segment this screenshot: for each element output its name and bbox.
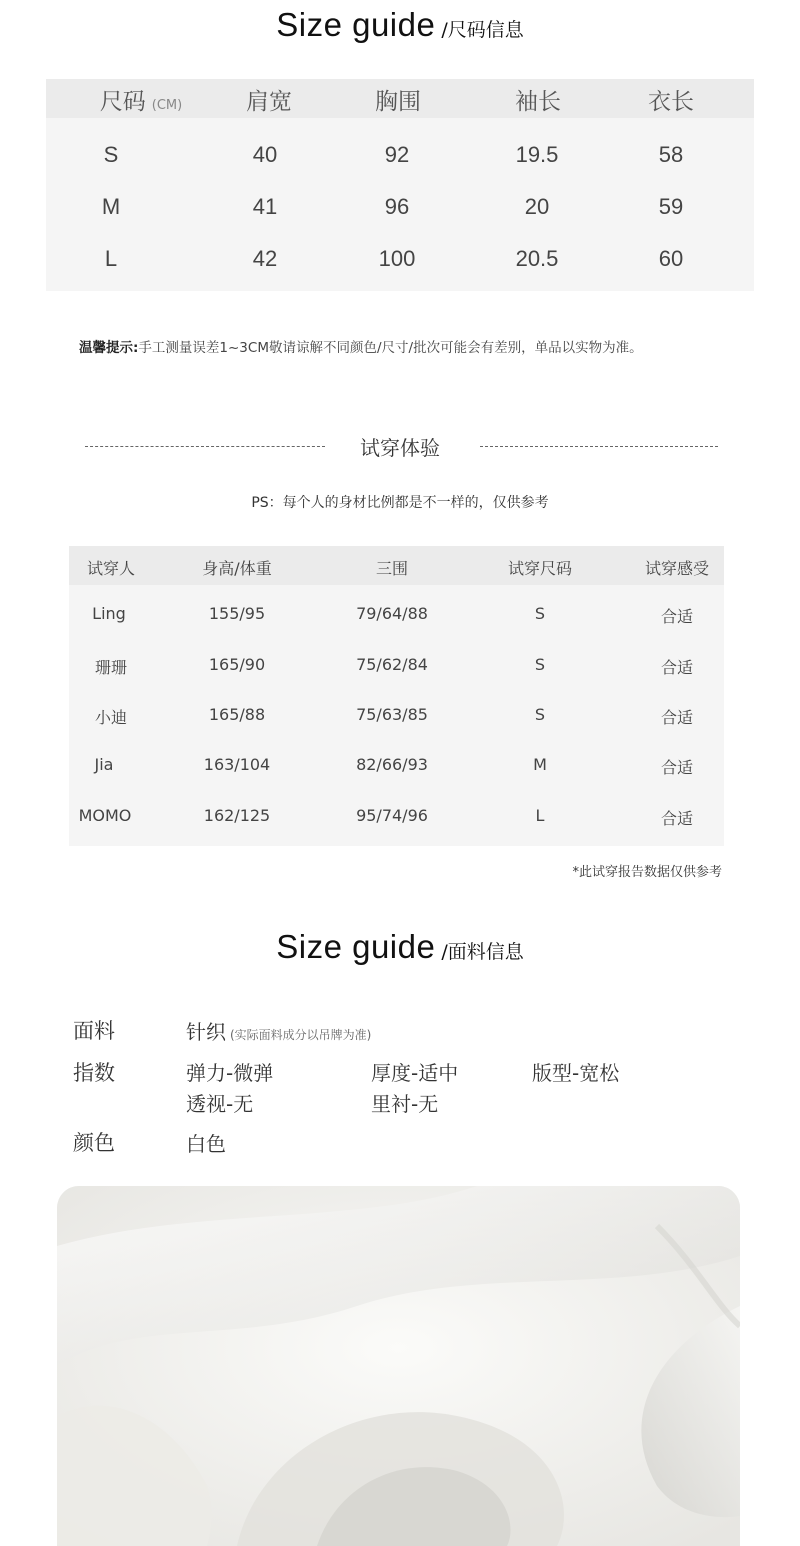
size-cell: S [103, 142, 119, 167]
size-guide-title [0, 6, 800, 44]
tip-text: 手工测量误差1~3CM敬请谅解不同颜色/尺寸/批次可能会有差别，单品以实物为准。 [138, 340, 643, 356]
tryon-cell: 95/74/96 [356, 806, 428, 825]
tryon-cell: Ling [92, 604, 126, 623]
size-cell: 41 [252, 194, 278, 219]
tryon-cell: 合适 [660, 809, 694, 828]
size-cell: M [101, 194, 121, 219]
index-lining: 里衬-无 [371, 1092, 439, 1116]
tryon-cell: MOMO [78, 806, 132, 825]
tryon-cell: 155/95 [208, 604, 266, 623]
color-value: 白色 [186, 1132, 226, 1156]
tryon-row [69, 604, 724, 644]
size-cell: 19.5 [515, 142, 559, 167]
tryon-cell: 75/63/85 [356, 705, 428, 724]
tryon-cell: 163/104 [203, 755, 271, 774]
divider-dash-right [480, 446, 718, 447]
tryon-cell: Jia [94, 755, 114, 774]
index-label: 指数 [73, 1061, 115, 1085]
tryon-cell: M [533, 755, 547, 774]
tryon-header-measurements: 三围 [375, 559, 409, 578]
size-cell: 40 [252, 142, 278, 167]
tryon-cell: L [535, 806, 545, 825]
tryon-cell: 165/88 [208, 705, 266, 724]
size-row [46, 136, 754, 176]
size-header-chest: 胸围 [375, 89, 421, 115]
tryon-cell: 合适 [660, 758, 694, 777]
color-label: 颜色 [73, 1131, 115, 1155]
tryon-cell: 75/62/84 [356, 655, 428, 674]
size-guide-title-en: Size guide [276, 6, 436, 43]
tryon-cell: 合适 [660, 658, 694, 677]
fabric-photo [57, 1186, 740, 1546]
tryon-header-person: 试穿人 [86, 559, 136, 578]
measurement-tip [79, 336, 643, 356]
size-table [46, 79, 754, 291]
tryon-header-feeling: 试穿感受 [644, 559, 710, 578]
index-elasticity: 弹力-微弹 [186, 1061, 274, 1085]
tryon-cell: 82/66/93 [356, 755, 428, 774]
tryon-title: 试穿体验 [360, 436, 440, 460]
fabric-texture-image [57, 1186, 740, 1546]
size-unit: (CM) [151, 98, 183, 113]
tryon-cell: 小迪 [94, 708, 128, 727]
size-cell: 92 [384, 142, 410, 167]
fabric-value: 针织 (实际面料成分以吊牌为准) [186, 1020, 372, 1044]
tryon-row [69, 806, 724, 846]
size-header-size: 尺码 (CM) [99, 89, 183, 115]
tryon-row [69, 705, 724, 745]
tryon-cell: 165/90 [208, 655, 266, 674]
fabric-label: 面料 [73, 1019, 115, 1043]
tryon-note: *此试穿报告数据仅供参考 [572, 865, 722, 880]
size-table-header [46, 79, 754, 118]
size-header-length: 衣长 [648, 89, 694, 115]
tip-label: 温馨提示: [79, 340, 139, 356]
size-cell: 60 [658, 246, 684, 271]
size-header-shoulder: 肩宽 [246, 89, 292, 115]
size-cell: 100 [378, 246, 416, 271]
tryon-row [69, 655, 724, 695]
tryon-cell: S [534, 655, 546, 674]
size-cell: 58 [658, 142, 684, 167]
size-cell: 20 [524, 194, 550, 219]
tryon-cell: 合适 [660, 607, 694, 626]
tryon-cell: 合适 [660, 708, 694, 727]
index-transparency: 透视-无 [186, 1092, 254, 1116]
fabric-guide-title-cn: /面料信息 [441, 941, 524, 963]
size-row [46, 240, 754, 280]
index-fit: 版型-宽松 [532, 1061, 620, 1085]
index-thickness: 厚度-适中 [371, 1061, 459, 1085]
tryon-divider [0, 432, 800, 462]
tryon-header-height-weight: 身高/体重 [202, 559, 272, 578]
tryon-ps: PS：每个人的身材比例都是不一样的，仅供参考 [251, 495, 549, 511]
size-cell: 20.5 [515, 246, 559, 271]
tryon-cell: 79/64/88 [356, 604, 428, 623]
tryon-cell: S [534, 604, 546, 623]
fabric-guide-title [0, 928, 800, 966]
size-cell: 59 [658, 194, 684, 219]
tryon-table-header [69, 546, 724, 585]
fabric-guide-title-en: Size guide [276, 928, 436, 965]
tryon-header-size: 试穿尺码 [507, 559, 573, 578]
tryon-cell: 162/125 [203, 806, 271, 825]
size-cell: L [104, 246, 118, 271]
size-row [46, 188, 754, 228]
size-header-sleeve: 袖长 [515, 89, 561, 115]
tryon-row [69, 755, 724, 795]
size-guide-title-cn: /尺码信息 [441, 19, 524, 41]
tryon-cell: S [534, 705, 546, 724]
size-cell: 96 [384, 194, 410, 219]
tryon-table [69, 546, 724, 846]
fabric-note: (实际面料成分以吊牌为准) [230, 1028, 372, 1042]
tryon-cell: 珊珊 [94, 658, 128, 677]
size-cell: 42 [252, 246, 278, 271]
